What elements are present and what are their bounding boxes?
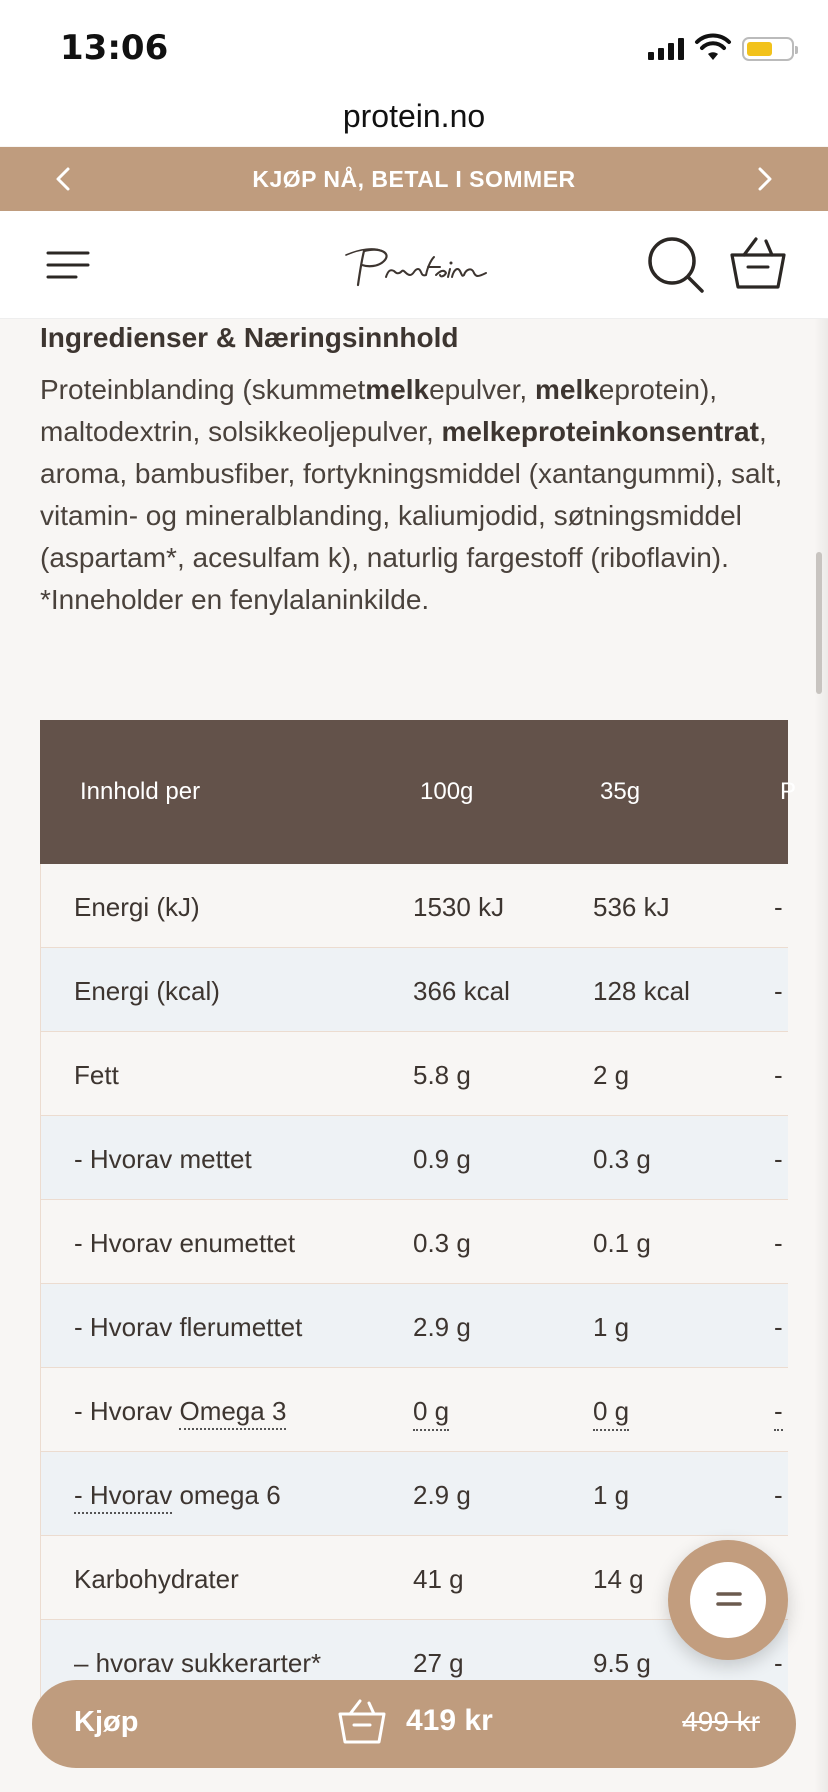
value-100g: 5.8 g <box>413 1060 471 1090</box>
promo-banner <box>0 147 828 211</box>
value-100g: 41 g <box>413 1564 464 1594</box>
nutrient-name-omega3: - Hvorav Omega 3 <box>74 1396 286 1427</box>
search-icon[interactable] <box>644 233 708 297</box>
table-row <box>40 1452 788 1536</box>
scroll-edge-shadow <box>814 319 828 1792</box>
site-header <box>0 211 828 319</box>
value-100g: 2.9 g <box>413 1480 471 1510</box>
nutrient-name: Fett <box>74 1060 119 1090</box>
value-35g: 2 g <box>593 1060 630 1090</box>
table-row <box>40 1368 788 1452</box>
value-extra: - <box>774 1144 783 1174</box>
url-bar[interactable]: protein.no <box>0 96 828 146</box>
value-100g: 0.3 g <box>413 1228 471 1258</box>
ingredients-part: Proteinblanding (skummet <box>40 374 366 405</box>
section-title: Ingredienser & Næringsinnhold <box>40 322 459 353</box>
ingredients-allergen: melkeproteinkonsentrat <box>441 416 759 447</box>
value-extra: - <box>774 1060 783 1090</box>
nutrient-name: Karbohydrater <box>74 1564 239 1594</box>
value-extra: - <box>774 892 783 922</box>
header-cell: P <box>780 778 797 805</box>
value-35g: 14 g <box>593 1564 644 1594</box>
table-row <box>40 948 788 1032</box>
status-time: 13:06 <box>60 28 169 68</box>
nutrition-table[interactable] <box>40 720 797 1704</box>
value-35g: 1 g <box>593 1480 630 1510</box>
chevron-right-icon[interactable] <box>750 165 778 193</box>
cellular-signal-icon <box>648 38 684 60</box>
nutrient-name: - Hvorav flerumettet <box>74 1312 303 1342</box>
cart-icon <box>336 1698 388 1746</box>
table-row <box>40 1032 788 1116</box>
chat-icon <box>690 1562 766 1638</box>
value-extra: - <box>774 1648 783 1678</box>
value-extra: - <box>774 1480 783 1510</box>
protein-logo[interactable] <box>340 241 490 297</box>
value-35g: 536 kJ <box>593 892 670 922</box>
chat-bubble <box>690 1562 766 1638</box>
omega3-tooltip-link[interactable]: Omega 3 <box>179 1396 286 1430</box>
chevron-left-icon[interactable] <box>50 165 78 193</box>
ingredients-allergen: melk <box>534 374 599 405</box>
header-cell: Innhold per <box>80 778 201 805</box>
table-row <box>40 1284 788 1368</box>
header-cell: 100g <box>420 778 474 805</box>
table-row <box>40 864 788 948</box>
omega6-tooltip-link[interactable]: - Hvorav <box>74 1480 172 1514</box>
cart-icon[interactable] <box>726 235 790 291</box>
nutrient-name: Energi (kJ) <box>74 892 200 922</box>
ingredients-part: epulver, <box>429 374 535 405</box>
nutrient-name: Energi (kcal) <box>74 976 220 1006</box>
scrollbar[interactable] <box>816 552 822 694</box>
value-extra: - <box>774 1228 783 1258</box>
value-extra: - <box>774 1312 783 1342</box>
old-price: 499 kr <box>682 1706 760 1737</box>
buy-label: Kjøp <box>74 1706 139 1738</box>
value-35g: 128 kcal <box>593 976 690 1006</box>
header-cell: 35g <box>600 778 641 805</box>
promo-text[interactable]: KJØP NÅ, BETAL I SOMMER <box>252 165 576 192</box>
chat-button[interactable] <box>668 1540 788 1660</box>
value-100g[interactable]: 0 g <box>413 1396 449 1431</box>
buy-button[interactable] <box>32 1680 796 1768</box>
value-100g: 0.9 g <box>413 1144 471 1174</box>
nutrient-name: - Hvorav mettet <box>74 1144 252 1174</box>
ingredients-allergen: melk <box>365 374 430 405</box>
value-35g: 0.1 g <box>593 1228 651 1258</box>
value-35g: 9.5 g <box>593 1648 651 1678</box>
status-bar <box>0 0 828 96</box>
table-row <box>40 1116 788 1200</box>
value-extra: - <box>774 976 783 1006</box>
product-content <box>40 319 788 621</box>
ingredients-text <box>40 369 788 621</box>
hamburger-menu-icon[interactable] <box>46 247 90 283</box>
status-icons <box>648 36 794 62</box>
nutrient-name: - Hvorav enumettet <box>74 1228 296 1258</box>
value-100g: 2.9 g <box>413 1312 471 1342</box>
value-35g[interactable]: 0 g <box>593 1396 629 1431</box>
nutrient-name-omega6: - Hvorav omega 6 <box>74 1480 281 1511</box>
table-header <box>40 720 797 864</box>
ingredients-part: eprotein), maltodextrin, solsikkeoljepulver, <box>40 374 718 447</box>
price: 419 kr <box>406 1704 493 1737</box>
nutrient-name: – hvorav sukkerarter* <box>74 1648 322 1678</box>
ingredients-part: , aroma, bambusfiber, fortykningsmiddel (xantangummi), salt, vitamin- og mineralblanding, kaliumjodid, søtningsmiddel (aspartam*, acesulfam k), naturlig fargestoff (riboflavin). *Inneholder en fenylalaninkilde. <box>40 416 783 615</box>
value-100g: 366 kcal <box>413 976 510 1006</box>
value-100g: 27 g <box>413 1648 464 1678</box>
value-35g: 0.3 g <box>593 1144 651 1174</box>
table-row <box>40 1200 788 1284</box>
battery-icon <box>742 37 794 61</box>
value-100g: 1530 kJ <box>413 892 505 922</box>
value-35g: 1 g <box>593 1312 630 1342</box>
wifi-icon <box>696 36 730 62</box>
value-extra[interactable]: - <box>774 1396 783 1431</box>
